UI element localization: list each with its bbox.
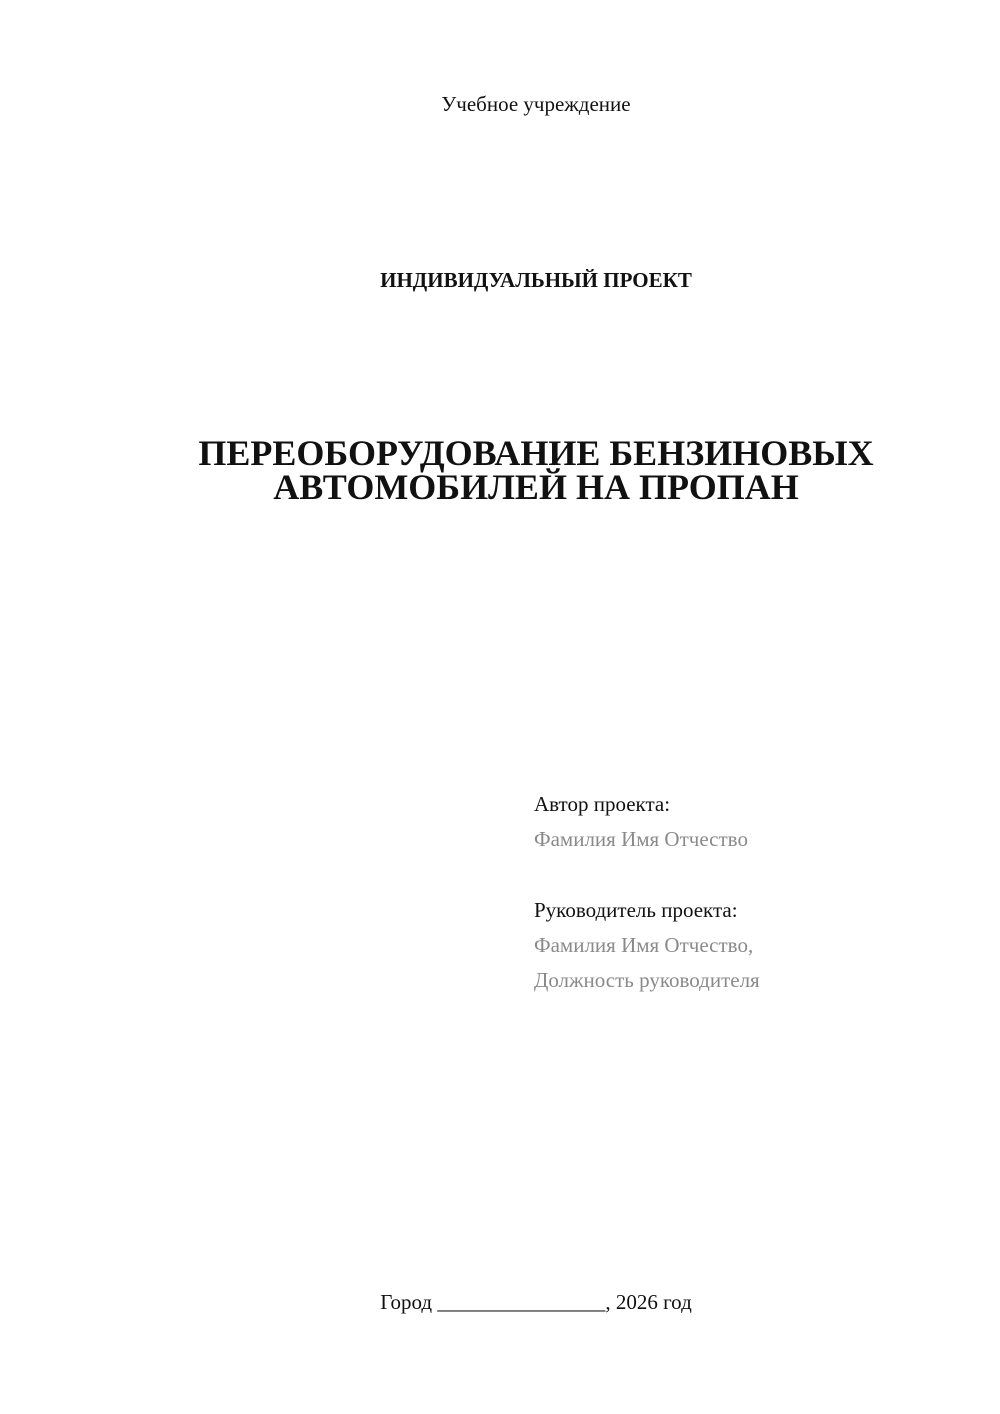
city-blank: ________________	[437, 1290, 606, 1314]
project-title	[0, 433, 1000, 507]
author-name: Фамилия Имя Отчество	[534, 827, 748, 851]
institution-name: Учебное учреждение	[441, 92, 631, 116]
supervisor-name: Фамилия Имя Отчество,	[534, 933, 754, 957]
project-title-line-1: ПЕРЕОБОРУДОВАНИЕ БЕНЗИНОВЫХ	[198, 433, 874, 473]
supervisor-position: Должность руководителя	[534, 968, 760, 992]
credits-spacer	[534, 857, 760, 893]
credits-block	[534, 787, 760, 998]
city-label: Город	[380, 1290, 433, 1314]
author-label: Автор проекта:	[534, 792, 671, 816]
year-text: , 2026 год	[605, 1290, 692, 1314]
project-title-line-2: АВТОМОБИЛЕЙ НА ПРОПАН	[273, 467, 799, 507]
city-year-line	[0, 1290, 1000, 1315]
supervisor-label: Руководитель проекта:	[534, 898, 738, 922]
document-type: ИНДИВИДУАЛЬНЫЙ ПРОЕКТ	[380, 268, 692, 292]
